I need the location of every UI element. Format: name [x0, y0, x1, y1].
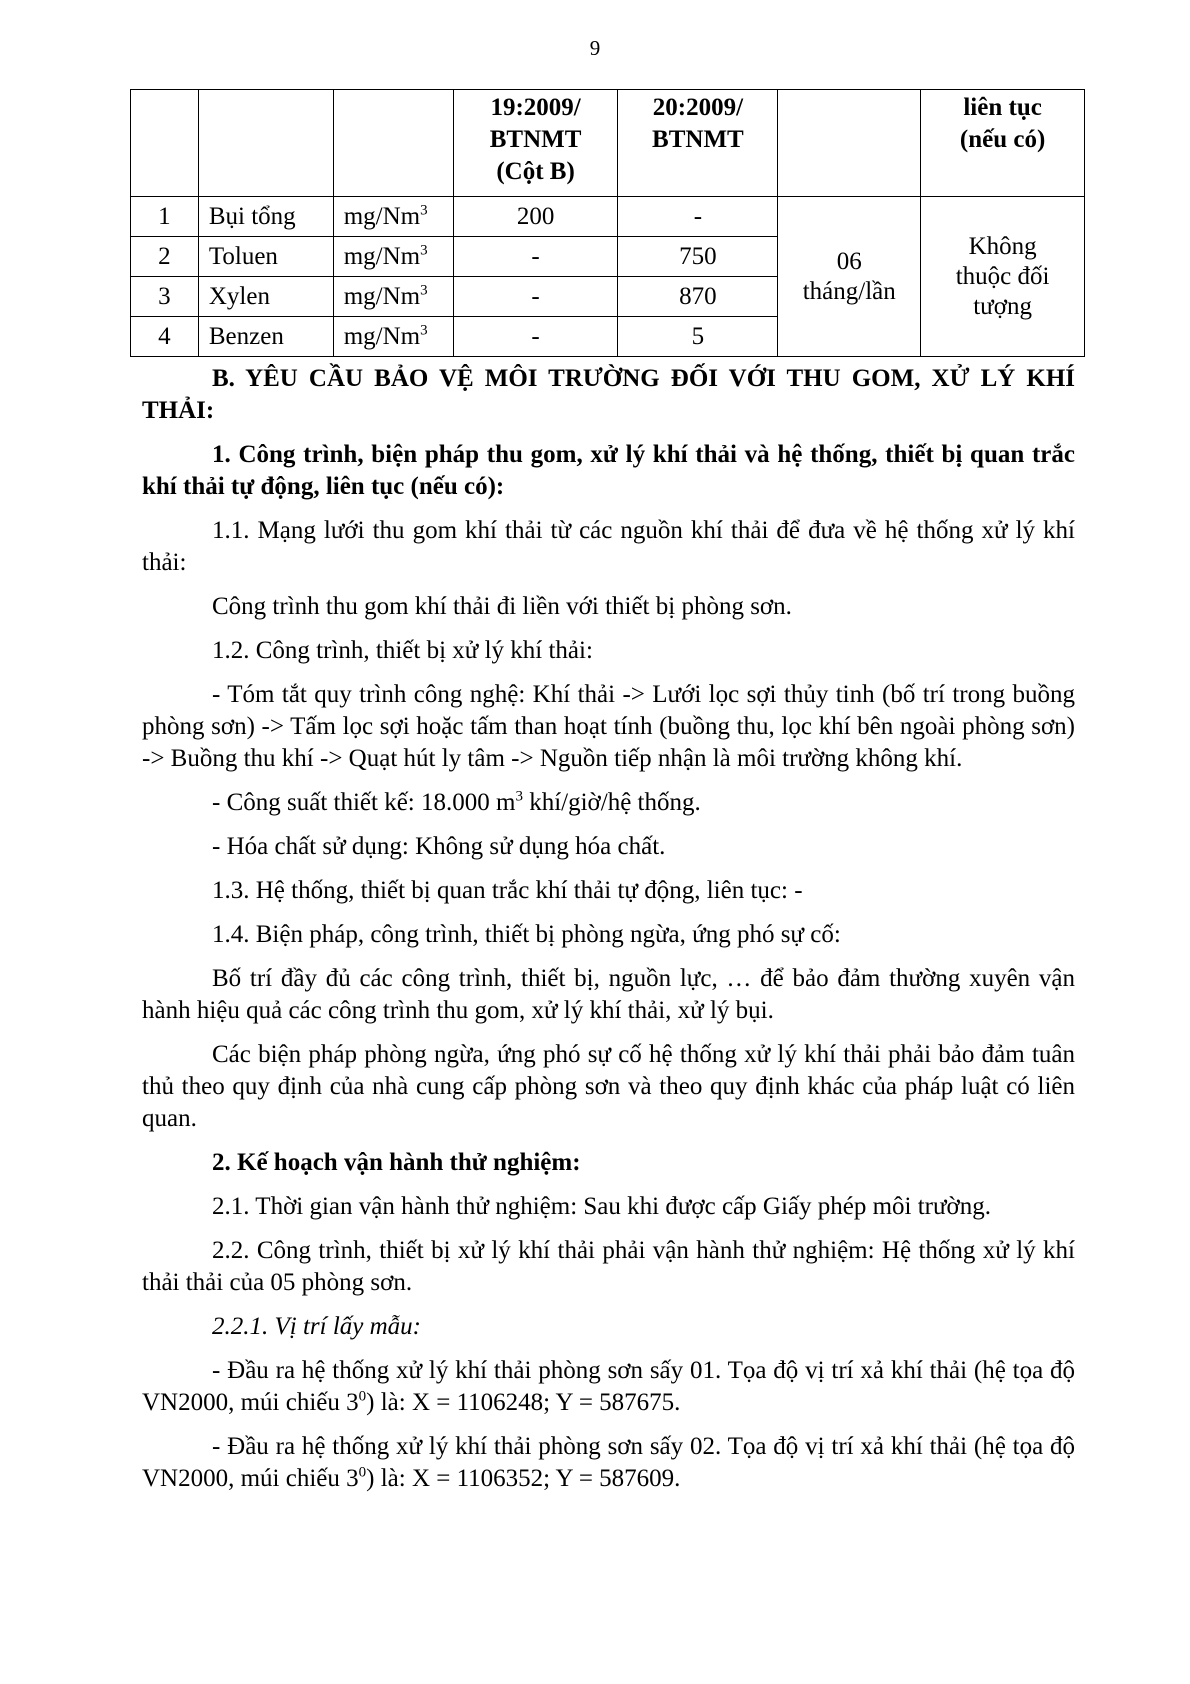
cell-parameter: Xylen [198, 277, 333, 317]
header-qcvn19-line2: BTNMT [489, 126, 582, 153]
cell-parameter: Bụi tổng [198, 197, 333, 237]
page-number: 9 [589, 36, 601, 60]
cell-frequency [778, 197, 921, 357]
auto-line2: thuộc đối [955, 262, 1050, 290]
header-cell-qcvn20 [618, 90, 778, 197]
unit-text: mg/Nm [343, 242, 421, 270]
cell-unit [333, 197, 453, 237]
unit-text: mg/Nm [343, 282, 421, 310]
document-body [142, 363, 1075, 1507]
heading-2: 2. Kế hoạch vận hành thử nghiệm: [212, 1149, 581, 1176]
unit-text: mg/Nm [343, 202, 421, 230]
cell-qcvn19-value: - [453, 317, 618, 357]
paragraph-1-4: 1.4. Biện pháp, công trình, thiết bị phòng ngừa, ứng phó sự cố: [212, 921, 841, 948]
cell-qcvn20-value: - [618, 197, 778, 237]
cell-parameter: Toluen [198, 237, 333, 277]
frequency-line2: tháng/lần [802, 277, 896, 305]
header-cell-auto-monitoring [921, 90, 1085, 197]
auto-line3: tượng [973, 292, 1032, 320]
table-row [131, 197, 1085, 237]
paragraph-1-2-process: - Tóm tắt quy trình công nghệ: Khí thải -> Lưới lọc sợi thủy tinh (bố trí trong buồng phòng sơn) -> Tấm lọc sợi hoặc tấm than hoạt tính (buồng thu, lọc khí bên ngoài phòng sơn) -> Buồng thu khí -> Quạt hút ly tâm -> Nguồn tiếp nhận là môi trường không khí. [142, 681, 1075, 772]
capacity-superscript: 3 [515, 788, 523, 805]
header-cell-parameter [198, 90, 333, 197]
section-b-heading: B. YÊU CẦU BẢO VỆ MÔI TRƯỜNG ĐỐI VỚI THU GOM, XỬ LÝ KHÍ THẢI: [142, 365, 1075, 424]
paragraph-2-2: 2.2. Công trình, thiết bị xử lý khí thải phải vận hành thử nghiệm: Hệ thống xử lý khí thải thải của 05 phòng sơn. [142, 1237, 1075, 1296]
unit-superscript: 3 [420, 322, 428, 339]
cell-stt: 3 [131, 277, 199, 317]
cell-qcvn19-value: 200 [453, 197, 618, 237]
heading-1: 1. Công trình, biện pháp thu gom, xử lý khí thải và hệ thống, thiết bị quan trắc khí thải tự động, liên tục (nếu có): [142, 441, 1075, 500]
emission-limits-table [130, 89, 1085, 357]
sampling-02-text: - Đầu ra hệ thống xử lý khí thải phòng sơn sấy 02. Tọa độ vị trí xả khí thải (hệ tọa độ VN2000, múi chiếu 3 [142, 1433, 1075, 1492]
paragraph-2-1: 2.1. Thời gian vận hành thử nghiệm: Sau khi được cấp Giấy phép môi trường. [212, 1193, 992, 1220]
capacity-text-end: khí/giờ/hệ thống. [522, 789, 701, 816]
sampling-02-coords: ) là: X = 1106352; Y = 587609. [366, 1465, 681, 1492]
paragraph-1-4-a: Bố trí đầy đủ các công trình, thiết bị, nguồn lực, … để bảo đảm thường xuyên vận hành hiệu quả các công trình thu gom, xử lý khí thải, xử lý bụi. [142, 965, 1075, 1024]
header-auto-line1: liên tục [963, 94, 1042, 121]
paragraph-1-3: 1.3. Hệ thống, thiết bị quan trắc khí thải tự động, liên tục: - [212, 877, 803, 904]
table-header-row [131, 90, 1085, 197]
sampling-point-02 [142, 1431, 1075, 1495]
cell-qcvn19-value: - [453, 277, 618, 317]
paragraph-1-1-body: Công trình thu gom khí thải đi liền với thiết bị phòng sơn. [212, 593, 792, 620]
header-cell-frequency [778, 90, 921, 197]
auto-line1: Không [968, 232, 1037, 260]
cell-auto-monitoring [921, 197, 1085, 357]
cell-stt: 4 [131, 317, 199, 357]
cell-qcvn20-value: 5 [618, 317, 778, 357]
header-qcvn20-line1: 20:2009/ [652, 94, 744, 121]
sampling-01-text: - Đầu ra hệ thống xử lý khí thải phòng sơn sấy 01. Tọa độ vị trí xả khí thải (hệ tọa độ VN2000, múi chiếu 3 [142, 1357, 1075, 1416]
paragraph-1-1: 1.1. Mạng lưới thu gom khí thải từ các nguồn khí thải để đưa về hệ thống xử lý khí thải: [142, 517, 1075, 576]
cell-stt: 2 [131, 237, 199, 277]
cell-parameter: Benzen [198, 317, 333, 357]
cell-unit [333, 277, 453, 317]
sampling-02-superscript: 0 [358, 1464, 367, 1481]
capacity-text: - Công suất thiết kế: 18.000 m [212, 789, 516, 816]
frequency-line1: 06 [836, 247, 862, 275]
cell-stt: 1 [131, 197, 199, 237]
header-qcvn20-line2: BTNMT [652, 126, 744, 153]
header-qcvn19-line1: 19:2009/ [490, 94, 581, 121]
unit-text: mg/Nm [343, 322, 421, 350]
cell-unit [333, 237, 453, 277]
cell-unit [333, 317, 453, 357]
header-qcvn19-line3: (Cột B) [496, 158, 575, 185]
cell-qcvn19-value: - [453, 237, 618, 277]
sampling-01-coords: ) là: X = 1106248; Y = 587675. [366, 1389, 681, 1416]
header-cell-stt [131, 90, 199, 197]
unit-superscript: 3 [420, 242, 428, 259]
cell-qcvn20-value: 870 [618, 277, 778, 317]
unit-superscript: 3 [420, 282, 428, 299]
cell-qcvn20-value: 750 [618, 237, 778, 277]
sampling-01-superscript: 0 [358, 1388, 367, 1405]
paragraph-1-4-b: Các biện pháp phòng ngừa, ứng phó sự cố hệ thống xử lý khí thải phải bảo đảm tuân thủ theo quy định của nhà cung cấp phòng sơn và theo quy định khác của pháp luật có liên quan. [142, 1041, 1075, 1132]
header-cell-unit [333, 90, 453, 197]
paragraph-1-2: 1.2. Công trình, thiết bị xử lý khí thải: [212, 637, 593, 664]
sampling-point-01 [142, 1355, 1075, 1419]
unit-superscript: 3 [420, 202, 428, 219]
paragraph-1-2-capacity [142, 787, 1075, 819]
header-cell-qcvn19 [453, 90, 618, 197]
paragraph-2-2-1: 2.2.1. Vị trí lấy mẫu: [212, 1313, 422, 1340]
header-auto-line2: (nếu có) [959, 126, 1046, 153]
paragraph-1-2-chemicals: - Hóa chất sử dụng: Không sử dụng hóa chất. [212, 833, 666, 860]
